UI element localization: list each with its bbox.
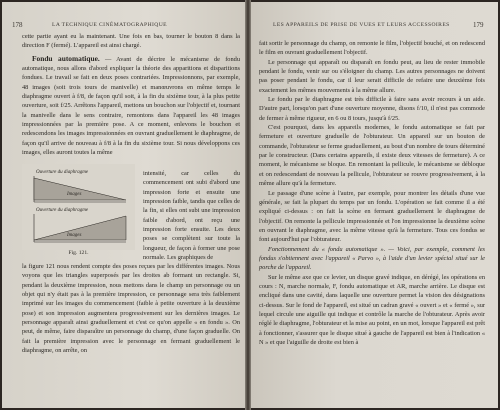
fondu-automatique-paragraph: [22, 54, 240, 158]
right-page-number: 179: [473, 21, 484, 29]
graph-top-label: Ouverture du diaphragme: [36, 170, 89, 175]
left-page: [2, 2, 245, 408]
left-bottom-text: [22, 262, 240, 355]
left-top-text: [22, 32, 240, 157]
diaphragm-graph: [22, 164, 135, 250]
bottom-paragraph: la figure 121 nous rendent compte des poses reçues par les différentes images. Nous voyons que les triangles superposés par les droites ab formant un rectangle. Si, pendant la deuxième impression, nous mettons dans le champ un personnage ou un objet qui n'y était pas à la première impression, ce personnage sera très faiblement imprimé sur les images du commencement (faible à petite ouverture à la deuxième pose) et son impression augmentera progressivement sur les dernières images. Le personnage apparaît ainsi graduellement et c'est ce qu'on appelle « en fondu ». On peut, de même, faire disparaître un personnage du champ, d'une façon graduelle. On fait la première impression avec le personnage en fermant graduellement le diaphragme, on arrête, on: [22, 263, 240, 355]
right-paragraph-5: Le passage d'une scène à l'autre, par exemple, pour montrer les détails d'une vue générale, se fait la plupart du temps par un fondu. L'opération se fait comme il a été expliqué ci-dessus : on fait la scène en fermant graduellement le diaphragme de l'objectif. On remonte la pellicule impressionnée et l'on impressionne la deuxième scène en ouvrant le diaphragme, avec la même vitesse qu'à la fermeture. Tous ces fondus se font aujourd'hui par l'obturateur.: [259, 189, 485, 244]
intro-paragraph: cette partie ayant eu la maintenant. Une fois en bas, tourner le bouton 8 dans la direction F (fermé). L'appareil est ainsi chargé.: [22, 33, 240, 50]
wrap-text-column: [143, 169, 240, 262]
wrap-paragraph: intensité, car celles du commencement ont subi d'abord une impression forte et ensuite une impression faible, tandis que celles de la fin, si elles ont subi une impression faible d'abord, ont reçu une impression forte ensuite. Les deux poses se complètent sur toute la longueur, de façon à former une pose normale. Les graphiques de: [143, 170, 240, 262]
right-paragraph-3: Le fondu par le diaphragme est très difficile à faire sans avoir recours à un aide. D'autre part, lorsqu'on part d'une ouverture moyenne, disons f/10, il n'est pas commode de fermer à même rigueur, en 6 ou 8 tours, jusqu'à f/25.: [259, 96, 485, 122]
right-paragraph-4: C'est pourquoi, dans les appareils modernes, le fondu automatique se fait par fermeture et ouverture graduelle de l'obturateur. Un appareil sur un bouton de commande, l'obturateur se ferme graduellement, au bout d'un nombre de tours déterminé par le constructeur. (Dans certains appareils, il existe deux vitesses de fermeture). A ce moment, le mécanisme se bloque. En remontant la pellicule, le mécanisme se débloque et on redescendant de nouveau la pellicule, l'obturateur se rouvre progressivement, à la même allure qu'à la fermeture.: [259, 124, 485, 188]
right-page: [251, 2, 498, 408]
right-running-head: LES APPAREILS DE PRISE DE VUES ET LEURS ACCESSOIRES: [273, 22, 450, 28]
section-title: Fondu automatique.: [32, 53, 100, 63]
right-paragraph-2: Le personnage qui apparaît ou disparaît en fondu peut, au lieu de rester immobile pendant le fondu, venir sur ou s'éloigner du champ. Les autres personnages ne doivent pas poser pendant le fondu, car il leur serait difficile de refaire une deuxième fois exactement les mêmes mouvements à la même allure.: [259, 58, 485, 94]
right-paragraph-7: Sur le même axe que ce levier, un disque gravé indique, en dérégé, les opérations en cours : N, marche normale, F, fondu automatique et AR, marche arrière. Le disque est encliqué dans une cavité, dans laquelle une ouverture permet la vision des désignations ci-dessus. Sur le fond de l'appareil, est situé un cadran gravé « ouvert » et « fermé », sur lequel circule une aiguille qui indique et contrôle la marche de l'obturateur. Après avoir réglé le diaphragme, l'obturateur et la mise au point, en un mot, lorsque l'appareil est prêt à fonctionner, s'assurer que le disque situé à gauche de l'appareil est bien à l'indication « N » et que l'aiguille de droite est bien à: [259, 273, 486, 346]
left-running-head: LA TECHNIQUE CINÉMATOGRAPHIQUE: [52, 22, 167, 28]
graph-bottom-label: Ouverture du diaphragme: [36, 208, 89, 213]
right-paragraph-1: fait sortir le personnage du champ, on remonte le film, l'objectif bouché, et on redescend le film en ouvrant graduellement l'objectif.: [259, 40, 485, 57]
figure-121: [22, 164, 135, 262]
left-page-number: 178: [12, 21, 23, 29]
right-text-column: [259, 39, 485, 347]
figure-caption: Fig. 121.: [68, 250, 89, 256]
graph-top-axis-label: Images: [67, 192, 82, 197]
graph-bottom-axis-label: Images: [67, 233, 82, 238]
right-paragraph-6: Fonctionnement du « fondu automatique ». — Voici, par exemple, comment les fondus s'obtiennent avec l'appareil « Parvo », à l'aide d'un levier spécial situé sur le porche de l'appareil.: [259, 245, 485, 272]
section-body: — Avant de décrire le mécanisme de fondu automatique, nous allons d'abord expliquer la théorie des apparitions et disparitions fondues. Le travail se fait en deux poses contrariées. Impressionnons, par exemple, 48 images (soit trois tours de manivelle) et manœuvrons en même temps le diaphragme ouvert à f/8, de façon qu'il soit, à la fin du sixième tour, à la plus petite ouverture, soit f/25. Arrêtons l'appareil, mettons un bouchon sur l'objectif et, tournant la manivelle dans le sens contraire, remontons dans l'appareil les 48 images impressionnées par la première pose. A ce moment, enlevons le bouchon et redescendons les images impressionnées en ouvrant graduellement le diaphragme, de façon qu'il arrive de nouveau à f/8 à la fin du sixième tour. Si nous développons ces images, elles auront toutes la même: [22, 55, 240, 157]
